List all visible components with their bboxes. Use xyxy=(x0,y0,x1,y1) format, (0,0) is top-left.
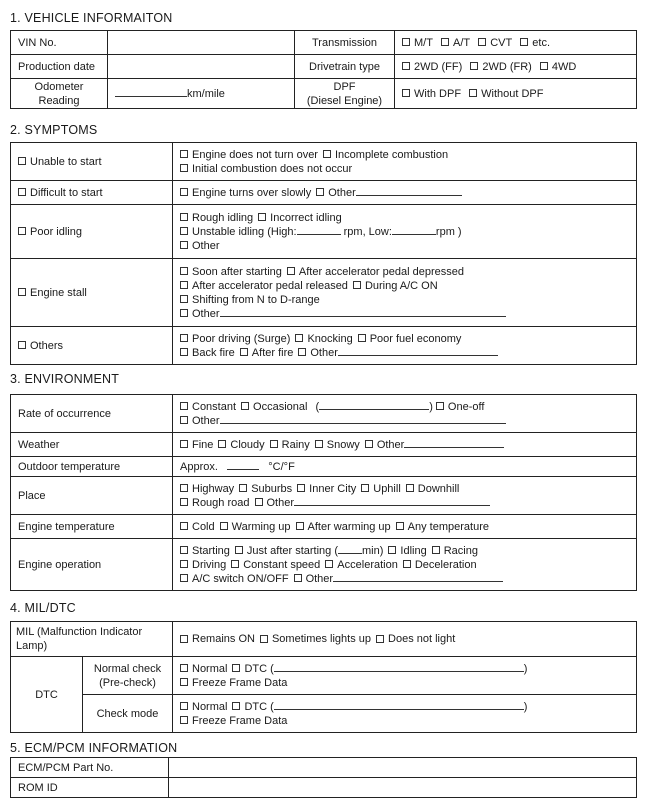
checkbox[interactable] xyxy=(180,560,188,568)
production-date-field[interactable] xyxy=(108,55,295,79)
checkbox[interactable] xyxy=(296,522,304,530)
section-4-title: 4. MIL/DTC xyxy=(10,601,76,615)
cvt-option[interactable]: CVT xyxy=(478,37,512,49)
checkbox[interactable] xyxy=(18,227,26,235)
outdoor-temperature-label: Outdoor temperature xyxy=(11,457,173,477)
checkbox[interactable] xyxy=(218,440,226,448)
other-blank[interactable] xyxy=(356,186,462,196)
difficult-to-start-options: Engine turns over slowly Other xyxy=(173,181,637,205)
mil-options: Remains ON Sometimes lights up Does not light xyxy=(173,622,637,657)
others-row[interactable]: Others xyxy=(11,327,173,365)
checkbox[interactable] xyxy=(180,522,188,530)
engine-stall-row[interactable]: Engine stall xyxy=(11,259,173,327)
at-option[interactable]: A/T xyxy=(441,37,470,49)
checkbox[interactable] xyxy=(180,716,188,724)
checkbox[interactable] xyxy=(478,38,486,46)
checkbox[interactable] xyxy=(365,440,373,448)
outdoor-temperature-field: Approx. °C/°F xyxy=(173,457,637,477)
checkbox[interactable] xyxy=(239,484,247,492)
unable-to-start-row[interactable]: Unable to start xyxy=(11,143,173,181)
checkbox[interactable] xyxy=(316,188,324,196)
dtc-blank[interactable] xyxy=(274,700,524,710)
without-dpf-option[interactable]: Without DPF xyxy=(469,88,543,100)
high-rpm-blank[interactable] xyxy=(297,225,341,235)
checkbox[interactable] xyxy=(441,38,449,46)
checkbox[interactable] xyxy=(432,546,440,554)
dtc-label: DTC xyxy=(11,657,83,733)
checkbox[interactable] xyxy=(180,635,188,643)
checkbox[interactable] xyxy=(406,484,414,492)
odometer-blank[interactable] xyxy=(115,87,187,97)
etc-option[interactable]: etc. xyxy=(520,37,550,49)
checkbox[interactable] xyxy=(388,546,396,554)
section-2-title: 2. SYMPTOMS xyxy=(10,123,98,137)
dpf-label: DPF (Diesel Engine) xyxy=(295,79,395,109)
ecm-pcm-table xyxy=(10,757,637,798)
checkbox[interactable] xyxy=(180,267,188,275)
check-mode-options: Normal DTC ( ) Freeze Frame Data xyxy=(173,695,637,733)
checkbox[interactable] xyxy=(325,560,333,568)
section-3-title: 3. ENVIRONMENT xyxy=(10,372,120,386)
mt-option[interactable]: M/T xyxy=(402,37,433,49)
engine-operation-options: Starting Just after starting ( min) Idling Racing Driving Constant speed Acceleration Deceleration A/C switch ON/OFF Other xyxy=(173,539,637,591)
engine-operation-label: Engine operation xyxy=(11,539,173,591)
engine-temperature-options: Cold Warming up After warming up Any temperature xyxy=(173,515,637,539)
checkbox[interactable] xyxy=(180,164,188,172)
4wd-option[interactable]: 4WD xyxy=(540,61,576,73)
odometer-label: Odometer Reading xyxy=(11,79,108,109)
rate-of-occurrence-label: Rate of occurrence xyxy=(11,395,173,433)
difficult-to-start-row[interactable]: Difficult to start xyxy=(11,181,173,205)
section-5-title: 5. ECM/PCM INFORMATION xyxy=(10,741,178,755)
checkbox[interactable] xyxy=(180,664,188,672)
checkbox[interactable] xyxy=(297,484,305,492)
rom-id-label: ROM ID xyxy=(11,778,169,798)
checkbox[interactable] xyxy=(436,402,444,410)
place-options: Highway Suburbs Inner City Uphill Downhill Rough road Other xyxy=(173,477,637,515)
normal-check-options: Normal DTC ( ) Freeze Frame Data xyxy=(173,657,637,695)
other-blank[interactable] xyxy=(404,438,504,448)
checkbox[interactable] xyxy=(180,227,188,235)
checkbox[interactable] xyxy=(180,188,188,196)
checkbox[interactable] xyxy=(470,62,478,70)
checkbox[interactable] xyxy=(180,402,188,410)
engine-stall-options: Soon after starting After accelerator pedal depressed After accelerator pedal released During A/C ON Shifting from N to D-range Other xyxy=(173,259,637,327)
section-1-title: 1. VEHICLE INFORMAITON xyxy=(10,11,173,25)
checkbox[interactable] xyxy=(520,38,528,46)
checkbox[interactable] xyxy=(180,484,188,492)
checkbox[interactable] xyxy=(376,635,384,643)
with-dpf-option[interactable]: With DPF xyxy=(402,88,461,100)
checkbox[interactable] xyxy=(180,416,188,424)
checkbox[interactable] xyxy=(402,62,410,70)
occasional-blank[interactable] xyxy=(319,400,429,410)
ecm-pcm-part-field[interactable] xyxy=(169,758,637,778)
other-blank[interactable] xyxy=(294,496,490,506)
low-rpm-blank[interactable] xyxy=(392,225,436,235)
checkbox[interactable] xyxy=(258,213,266,221)
vin-field[interactable] xyxy=(108,31,295,55)
checkbox[interactable] xyxy=(361,484,369,492)
others-options: Poor driving (Surge) Knocking Poor fuel economy Back fire After fire Other xyxy=(173,327,637,365)
check-mode-label: Check mode xyxy=(83,695,173,733)
other-blank[interactable] xyxy=(338,346,498,356)
checkbox[interactable] xyxy=(323,150,331,158)
checkbox[interactable] xyxy=(396,522,404,530)
checkbox[interactable] xyxy=(180,678,188,686)
poor-idling-row[interactable]: Poor idling xyxy=(11,205,173,259)
checkbox[interactable] xyxy=(180,334,188,342)
checkbox[interactable] xyxy=(358,334,366,342)
environment-table xyxy=(10,394,637,591)
checkbox[interactable] xyxy=(180,295,188,303)
checkbox[interactable] xyxy=(180,348,188,356)
checkbox[interactable] xyxy=(295,334,303,342)
checkbox[interactable] xyxy=(180,309,188,317)
vin-label: VIN No. xyxy=(11,31,108,55)
checkbox[interactable] xyxy=(18,188,26,196)
checkbox[interactable] xyxy=(18,341,26,349)
symptoms-table xyxy=(10,142,637,365)
checkbox[interactable] xyxy=(232,664,240,672)
weather-options: Fine Cloudy Rainy Snowy Other xyxy=(173,433,637,457)
engine-temperature-label: Engine temperature xyxy=(11,515,173,539)
checkbox[interactable] xyxy=(294,574,302,582)
checkbox[interactable] xyxy=(240,348,248,356)
other-blank[interactable] xyxy=(333,572,503,582)
checkbox[interactable] xyxy=(18,157,26,165)
checkbox[interactable] xyxy=(232,702,240,710)
dtc-blank[interactable] xyxy=(274,662,524,672)
checkbox[interactable] xyxy=(287,267,295,275)
poor-idling-options: Rough idling Incorrect idling Unstable idling (High: rpm, Low: rpm ) Other xyxy=(173,205,637,259)
minutes-blank[interactable] xyxy=(338,544,362,554)
odometer-field[interactable]: km/mile xyxy=(108,79,295,109)
checkbox[interactable] xyxy=(180,546,188,554)
checkbox[interactable] xyxy=(403,560,411,568)
checkbox[interactable] xyxy=(180,574,188,582)
mil-dtc-table xyxy=(10,621,637,733)
checkbox[interactable] xyxy=(220,522,228,530)
checkbox[interactable] xyxy=(540,62,548,70)
checkbox[interactable] xyxy=(402,38,410,46)
checkbox[interactable] xyxy=(180,498,188,506)
mil-label: MIL (Malfunction Indicator Lamp) xyxy=(11,622,173,657)
ecm-pcm-part-label: ECM/PCM Part No. xyxy=(11,758,169,778)
dpf-options xyxy=(395,79,637,109)
other-blank[interactable] xyxy=(220,307,506,317)
rate-of-occurrence-options: Constant Occasional ( ) One-off Other xyxy=(173,395,637,433)
unable-to-start-options: Engine does not turn over Incomplete combustion Initial combustion does not occur xyxy=(173,143,637,181)
normal-check-label: Normal check (Pre-check) xyxy=(83,657,173,695)
transmission-options xyxy=(395,31,637,55)
checkbox[interactable] xyxy=(241,402,249,410)
checkbox[interactable] xyxy=(353,281,361,289)
temperature-blank[interactable] xyxy=(227,460,259,470)
2wd-ff-option[interactable]: 2WD (FF) xyxy=(402,61,462,73)
checkbox[interactable] xyxy=(231,560,239,568)
checkbox[interactable] xyxy=(315,440,323,448)
drivetrain-label: Drivetrain type xyxy=(295,55,395,79)
2wd-fr-option[interactable]: 2WD (FR) xyxy=(470,61,532,73)
checkbox[interactable] xyxy=(180,150,188,158)
transmission-label: Transmission xyxy=(295,31,395,55)
weather-label: Weather xyxy=(11,433,173,457)
vehicle-info-table xyxy=(10,30,637,109)
other-blank[interactable] xyxy=(220,414,506,424)
checkbox[interactable] xyxy=(180,281,188,289)
checkbox[interactable] xyxy=(270,440,278,448)
checkbox[interactable] xyxy=(255,498,263,506)
checkbox[interactable] xyxy=(180,702,188,710)
checkbox[interactable] xyxy=(235,546,243,554)
place-label: Place xyxy=(11,477,173,515)
checkbox[interactable] xyxy=(469,89,477,97)
checkbox[interactable] xyxy=(180,241,188,249)
checkbox[interactable] xyxy=(298,348,306,356)
checkbox[interactable] xyxy=(260,635,268,643)
checkbox[interactable] xyxy=(180,213,188,221)
checkbox[interactable] xyxy=(180,440,188,448)
checkbox[interactable] xyxy=(18,288,26,296)
drivetrain-options xyxy=(395,55,637,79)
rom-id-field[interactable] xyxy=(169,778,637,798)
production-date-label: Production date xyxy=(11,55,108,79)
checkbox[interactable] xyxy=(402,89,410,97)
